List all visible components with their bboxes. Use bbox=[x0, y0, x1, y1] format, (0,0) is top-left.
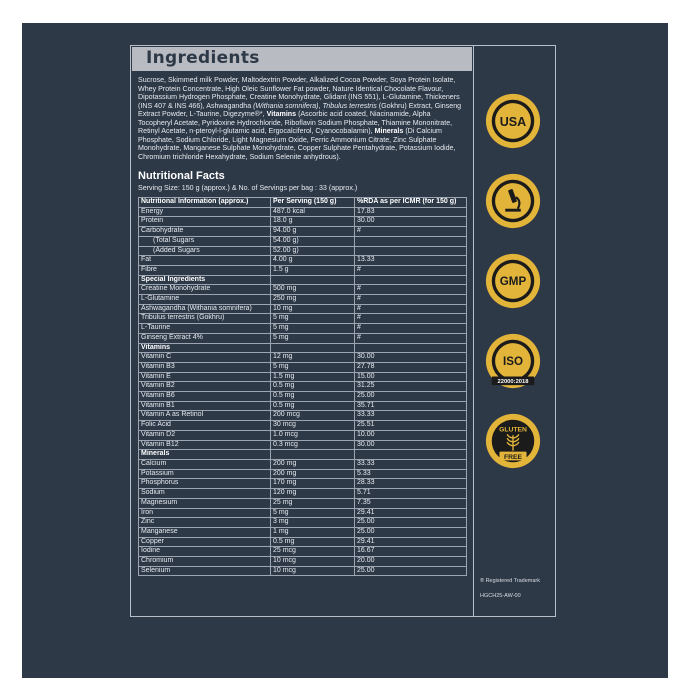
per-serving-cell: 25 mg bbox=[271, 498, 355, 508]
nutrient-name-cell: Vitamin E bbox=[139, 372, 271, 382]
rda-cell: 30.00 bbox=[355, 353, 467, 363]
nutrition-row bbox=[139, 421, 467, 431]
per-serving-cell: 25 mcg bbox=[271, 547, 355, 557]
per-serving-cell: 0.5 mg bbox=[271, 392, 355, 402]
nutrient-name-cell: Sodium bbox=[139, 489, 271, 499]
rda-cell: 5.33 bbox=[355, 469, 467, 479]
nutrient-name-cell: Vitamin B12 bbox=[139, 440, 271, 450]
per-serving-cell: 1 mg bbox=[271, 527, 355, 537]
rda-cell: 30.00 bbox=[355, 217, 467, 227]
nutrition-row bbox=[139, 236, 467, 246]
nutrient-name-cell: Carbohydrate bbox=[139, 227, 271, 237]
product-code: HGCH25-AW-00 bbox=[480, 593, 521, 599]
gmp-badge bbox=[484, 252, 542, 310]
nutrient-name-cell: Ashwagandha (Withania somnifera) bbox=[139, 304, 271, 314]
nutrient-name-cell: Selenium bbox=[139, 566, 271, 576]
per-serving-cell: 4.00 g bbox=[271, 256, 355, 266]
nutrition-row bbox=[139, 430, 467, 440]
per-serving-cell: 94.00 g bbox=[271, 227, 355, 237]
per-serving-cell: 0.3 mcg bbox=[271, 440, 355, 450]
per-serving-cell: 500 mg bbox=[271, 285, 355, 295]
rda-cell: 25.51 bbox=[355, 421, 467, 431]
nutrition-row bbox=[139, 382, 467, 392]
per-serving-cell: 10 mg bbox=[271, 304, 355, 314]
rda-cell: 29.41 bbox=[355, 537, 467, 547]
nutrient-name-cell: Iodine bbox=[139, 547, 271, 557]
nutrient-name-cell: Iron bbox=[139, 508, 271, 518]
rda-cell: 25.00 bbox=[355, 518, 467, 528]
nutrient-name-cell: Vitamin B6 bbox=[139, 392, 271, 402]
gluten-free-badge bbox=[484, 412, 542, 470]
nutrient-name-cell: L-Glutamine bbox=[139, 295, 271, 305]
per-serving-cell: 200 mg bbox=[271, 459, 355, 469]
nutrient-name-cell: Energy bbox=[139, 207, 271, 217]
per-serving-cell: 0.5 mg bbox=[271, 537, 355, 547]
rda-cell bbox=[355, 450, 467, 460]
rda-cell: # bbox=[355, 285, 467, 295]
per-serving-cell: 30 mcg bbox=[271, 421, 355, 431]
nutrient-name-cell: (Added Sugars bbox=[139, 246, 271, 256]
per-serving-cell bbox=[271, 343, 355, 353]
ingredients-card bbox=[130, 45, 474, 617]
rda-cell: # bbox=[355, 333, 467, 343]
rda-cell: 33.33 bbox=[355, 411, 467, 421]
nutrient-name-cell: Vitamin D2 bbox=[139, 430, 271, 440]
rda-cell bbox=[355, 343, 467, 353]
nutrition-row bbox=[139, 324, 467, 334]
nutrition-row bbox=[139, 469, 467, 479]
nutrient-name-cell: L-Taurine bbox=[139, 324, 271, 334]
nutrition-row bbox=[139, 547, 467, 557]
nutrient-name-cell: Vitamin B3 bbox=[139, 362, 271, 372]
nutrient-name-cell: Fat bbox=[139, 256, 271, 266]
rda-cell bbox=[355, 275, 467, 285]
per-serving-cell bbox=[271, 450, 355, 460]
nutrient-name-cell: Ginseng Extract 4% bbox=[139, 333, 271, 343]
nutrition-row bbox=[139, 217, 467, 227]
per-serving-cell: 5 mg bbox=[271, 324, 355, 334]
per-serving-cell: 200 mg bbox=[271, 469, 355, 479]
nutrition-row bbox=[139, 440, 467, 450]
per-serving-cell: 1.5 mg bbox=[271, 372, 355, 382]
rda-cell: 7.35 bbox=[355, 498, 467, 508]
nutrition-row bbox=[139, 498, 467, 508]
nutrient-name-cell: Minerals bbox=[139, 450, 271, 460]
rda-cell: # bbox=[355, 227, 467, 237]
per-serving-cell: 1.0 mcg bbox=[271, 430, 355, 440]
nutrient-name-cell: Chromium bbox=[139, 557, 271, 567]
per-serving-cell: 0.5 mg bbox=[271, 382, 355, 392]
serving-size-text: Serving Size: 150 g (approx.) & No. of Servings per bag : 33 (approx.) bbox=[138, 184, 358, 192]
nutrient-name-cell: Vitamin B2 bbox=[139, 382, 271, 392]
nutrition-table bbox=[138, 197, 467, 576]
nutrition-row bbox=[139, 333, 467, 343]
rda-cell: 15.00 bbox=[355, 372, 467, 382]
per-serving-cell: 120 mg bbox=[271, 489, 355, 499]
nutrient-name-cell: Vitamin A as Retinol bbox=[139, 411, 271, 421]
per-serving-cell: 1.5 g bbox=[271, 265, 355, 275]
rda-cell: 5.71 bbox=[355, 489, 467, 499]
badge-gmp-text: GMP bbox=[499, 274, 527, 288]
per-serving-cell: 3 mg bbox=[271, 518, 355, 528]
lab-tested-badge bbox=[484, 172, 542, 230]
column-header-per-serving: Per Serving (150 g) bbox=[271, 198, 355, 208]
nutrition-row bbox=[139, 527, 467, 537]
nutrient-name-cell: Manganese bbox=[139, 527, 271, 537]
nutrition-row bbox=[139, 508, 467, 518]
nutrition-row bbox=[139, 459, 467, 469]
nutrient-name-cell: Magnesium bbox=[139, 498, 271, 508]
rda-cell: 27.78 bbox=[355, 362, 467, 372]
nutrition-row bbox=[139, 256, 467, 266]
nutrition-row bbox=[139, 450, 467, 460]
per-serving-cell: 12 mg bbox=[271, 353, 355, 363]
rda-cell: # bbox=[355, 304, 467, 314]
per-serving-cell bbox=[271, 275, 355, 285]
nutrition-row bbox=[139, 246, 467, 256]
per-serving-cell: 5 mg bbox=[271, 333, 355, 343]
per-serving-cell: 52.00 g) bbox=[271, 246, 355, 256]
rda-cell: # bbox=[355, 265, 467, 275]
column-header-rda: %RDA as per ICMR (for 150 g) bbox=[355, 198, 467, 208]
nutrient-name-cell: Phosphorus bbox=[139, 479, 271, 489]
nutrient-name-cell: Vitamin B1 bbox=[139, 401, 271, 411]
nutrition-row bbox=[139, 265, 467, 275]
nutrient-name-cell: Potassium bbox=[139, 469, 271, 479]
rda-cell bbox=[355, 246, 467, 256]
nutrition-facts-title: Nutritional Facts bbox=[138, 170, 225, 182]
per-serving-cell: 10 mcg bbox=[271, 557, 355, 567]
nutrition-row bbox=[139, 295, 467, 305]
nutrition-row bbox=[139, 537, 467, 547]
rda-cell: 16.67 bbox=[355, 547, 467, 557]
rda-cell: 17.83 bbox=[355, 207, 467, 217]
rda-cell: 13.33 bbox=[355, 256, 467, 266]
column-header-nutrient: Nutritional Information (approx.) bbox=[139, 198, 271, 208]
rda-cell: 25.00 bbox=[355, 566, 467, 576]
rda-cell: 10.00 bbox=[355, 430, 467, 440]
nutrition-row bbox=[139, 411, 467, 421]
nutrient-name-cell: Calcium bbox=[139, 459, 271, 469]
nutrition-row bbox=[139, 489, 467, 499]
nutrition-row bbox=[139, 372, 467, 382]
registered-trademark-note: ® Registered Trademark bbox=[480, 578, 540, 584]
nutrition-row bbox=[139, 566, 467, 576]
rda-cell: 33.33 bbox=[355, 459, 467, 469]
rda-cell: 29.41 bbox=[355, 508, 467, 518]
per-serving-cell: 54.00 g) bbox=[271, 236, 355, 246]
rda-cell: 31.25 bbox=[355, 382, 467, 392]
per-serving-cell: 5 mg bbox=[271, 362, 355, 372]
ingredients-header bbox=[132, 47, 472, 71]
nutrient-name-cell: Folic Acid bbox=[139, 421, 271, 431]
nutrition-row bbox=[139, 343, 467, 353]
badge-free-text: FREE bbox=[503, 453, 523, 461]
ingredients-title: Ingredients bbox=[146, 48, 260, 68]
ingredients-text: Sucrose, Skimmed milk Powder, Maltodextrin Powder, Alkalized Cocoa Powder, Soya Protein Isolate, Whey Protein Concentrate, High Oleic Sunflower Fat powder, Nature Identical Chocolate Flavour, Dipotassium Hydrogen Phosphate, Creatine Monohydrate, Glidant (INS 551), L-Glutamine, Thickeners (INS 407 & INS 466), Ashwagandha (Withania somnifera), Tribulus terrestris (Gokhru) Extract, Ginseng Extract Powder, L-Taurine, Digezyme®*, Vitamins (Ascorbic acid coated, Niacinamide, Alpha Tocopheryl Acetate, Pyridoxine Hydrochloride, Riboflavin Sodium Phosphate, Thiamine Mononitrate, Retinyl Acetate, n-pteroyl-l-glutamic acid, Ergocalciferol, Cyanocobalamin), Minerals (Di Calcium Phosphate, Sodium Chloride, Light Magnesium Oxide, Ferric Ammonium Citrate, Zinc Sulphate Monohydrate, Manganese Sulphate Monohydrate, Copper Sulphate Pentahydrate, Potassium Iodide, Chromium trichloride Hexahydrate, Sodium Selenite anhydrous). bbox=[138, 76, 462, 161]
nutrition-row bbox=[139, 557, 467, 567]
rda-cell: 28.33 bbox=[355, 479, 467, 489]
per-serving-cell: 18.0 g bbox=[271, 217, 355, 227]
nutrient-name-cell: Special Ingredients bbox=[139, 275, 271, 285]
per-serving-cell: 5 mg bbox=[271, 314, 355, 324]
nutrient-name-cell: Zinc bbox=[139, 518, 271, 528]
rda-cell: 25.00 bbox=[355, 392, 467, 402]
rda-cell: # bbox=[355, 314, 467, 324]
nutrition-row bbox=[139, 353, 467, 363]
per-serving-cell: 487.0 kcal bbox=[271, 207, 355, 217]
nutrition-table-header bbox=[139, 198, 467, 208]
nutrition-row bbox=[139, 401, 467, 411]
nutrition-row bbox=[139, 227, 467, 237]
badge-gluten-text: GLUTEN bbox=[499, 426, 527, 434]
nutrition-row bbox=[139, 392, 467, 402]
nutrition-row bbox=[139, 304, 467, 314]
nutrition-row bbox=[139, 314, 467, 324]
per-serving-cell: 5 mg bbox=[271, 508, 355, 518]
per-serving-cell: 0.5 mg bbox=[271, 401, 355, 411]
rda-cell: # bbox=[355, 295, 467, 305]
nutrient-name-cell: Vitamin C bbox=[139, 353, 271, 363]
rda-cell: 25.00 bbox=[355, 527, 467, 537]
rda-cell bbox=[355, 236, 467, 246]
per-serving-cell: 10 mcg bbox=[271, 566, 355, 576]
nutrition-row bbox=[139, 362, 467, 372]
usa-whey-protein-badge bbox=[484, 92, 542, 150]
rda-cell: 20.00 bbox=[355, 557, 467, 567]
nutrient-name-cell: Vitamins bbox=[139, 343, 271, 353]
nutrient-name-cell: Fibre bbox=[139, 265, 271, 275]
per-serving-cell: 250 mg bbox=[271, 295, 355, 305]
nutrient-name-cell: (Total Sugars bbox=[139, 236, 271, 246]
nutrient-name-cell: Tribulus terrestris (Gokhru) bbox=[139, 314, 271, 324]
rda-cell: # bbox=[355, 324, 467, 334]
badge-iso-text: ISO bbox=[503, 354, 523, 368]
nutrient-name-cell: Copper bbox=[139, 537, 271, 547]
nutrition-row bbox=[139, 207, 467, 217]
badge-iso-year: 22000:2018 bbox=[497, 379, 529, 386]
nutrition-row bbox=[139, 479, 467, 489]
nutrient-name-cell: Protein bbox=[139, 217, 271, 227]
badge-usa-text: USA bbox=[499, 114, 527, 129]
per-serving-cell: 170 mg bbox=[271, 479, 355, 489]
nutrition-row bbox=[139, 518, 467, 528]
nutrient-name-cell: Creatine Monohydrate bbox=[139, 285, 271, 295]
nutrition-row bbox=[139, 275, 467, 285]
rda-cell: 35.71 bbox=[355, 401, 467, 411]
rda-cell: 30.00 bbox=[355, 440, 467, 450]
iso-badge bbox=[484, 332, 542, 390]
per-serving-cell: 200 mcg bbox=[271, 411, 355, 421]
nutrition-row bbox=[139, 285, 467, 295]
